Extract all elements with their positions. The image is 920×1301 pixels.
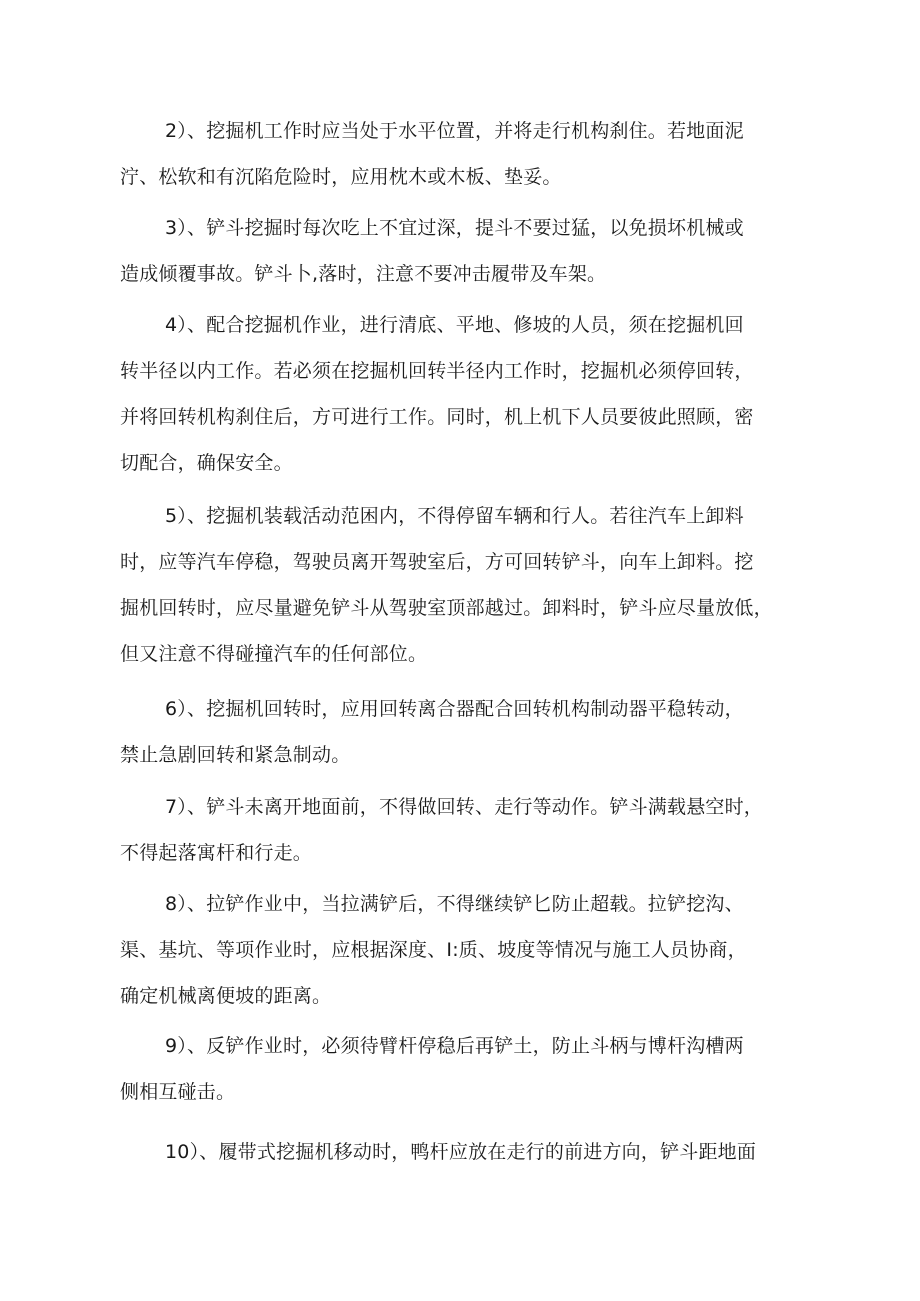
paragraph-line: 2）、挖掘机工作时应当处于水平位置，并将走行机构刹住。若地面泥	[165, 120, 744, 142]
paragraph-line: 不得起落寓杆和行走。	[120, 842, 313, 864]
paragraph-line: 8）、拉铲作业中，当拉满铲后，不得继续铲匕防止超载。拉铲挖沟、	[165, 893, 744, 915]
paragraph-line: 7）、铲斗未离开地面前，不得做回转、走行等动作。铲斗满载悬空时，	[165, 796, 763, 818]
paragraph-line: 侧相互碰击。	[120, 1081, 236, 1103]
paragraph-line: 但又注意不得碰撞汽车的任何部位。	[120, 643, 428, 665]
paragraph-item-3	[120, 205, 800, 297]
paragraph-line: 掘机回转时，应尽量避免铲斗从驾驶室顶部越过。卸料时，铲斗应尽量放低，	[120, 597, 773, 619]
paragraph-line: 9）、反铲作业时，必须待臂杆停稳后再铲土，防止斗柄与博杆沟槽两	[165, 1035, 744, 1057]
paragraph-line: 6）、挖掘机回转时，应用回转离合器配合回转机构制动器平稳转动，	[165, 698, 744, 720]
paragraph-item-5	[120, 493, 800, 677]
paragraph-line: 禁止急剧回转和紧急制动。	[120, 744, 351, 766]
paragraph-line: 渠、基坑、等项作业时，应根据深度、I:质、坡度等情况与施工人员协商，	[120, 939, 747, 961]
paragraph-line: 泞、松软和有沉陷危险时，应用枕木或木板、垫妥。	[120, 166, 562, 188]
paragraph-item-7	[120, 784, 800, 876]
paragraph-line: 转半径以内工作。若必须在挖掘机回转半径内工作时，挖掘机必须停回转，	[120, 360, 754, 382]
paragraph-item-8	[120, 881, 800, 1019]
paragraph-line: 10）、履带式挖掘机移动时，鸭杆应放在走行的前进方向，铲斗距地面	[165, 1141, 757, 1163]
paragraph-line: 4）、配合挖掘机作业，进行清底、平地、修坡的人员，须在挖掘机回	[165, 314, 744, 336]
paragraph-line: 切配合，确保安全。	[120, 452, 293, 474]
paragraph-line: 造成倾覆事故。铲斗卜,落时，注意不要冲击履带及车架。	[120, 263, 607, 285]
paragraph-line: 5）、挖掘机装载活动范困内，不得停留车辆和行人。若往汽车上卸料	[165, 505, 744, 527]
paragraph-line: 并将回转机构刹住后，方可进行工作。同时，机上机下人员要彼此照顾，密	[120, 406, 754, 428]
paragraph-item-9	[120, 1023, 800, 1115]
paragraph-item-6	[120, 686, 800, 778]
paragraph-item-2	[120, 108, 800, 200]
paragraph-line: 确定机械离便坡的距离。	[120, 985, 332, 1007]
paragraph-line: 时，应等汽车停稳，驾驶员离开驾驶室后，方可回转铲斗，向车上卸料。挖	[120, 551, 754, 573]
paragraph-line: 3）、铲斗挖掘时每次吃上不宜过深，提斗不要过猛，以免损坏机械或	[165, 217, 744, 239]
paragraph-item-4	[120, 302, 800, 486]
paragraph-item-10	[120, 1129, 800, 1175]
